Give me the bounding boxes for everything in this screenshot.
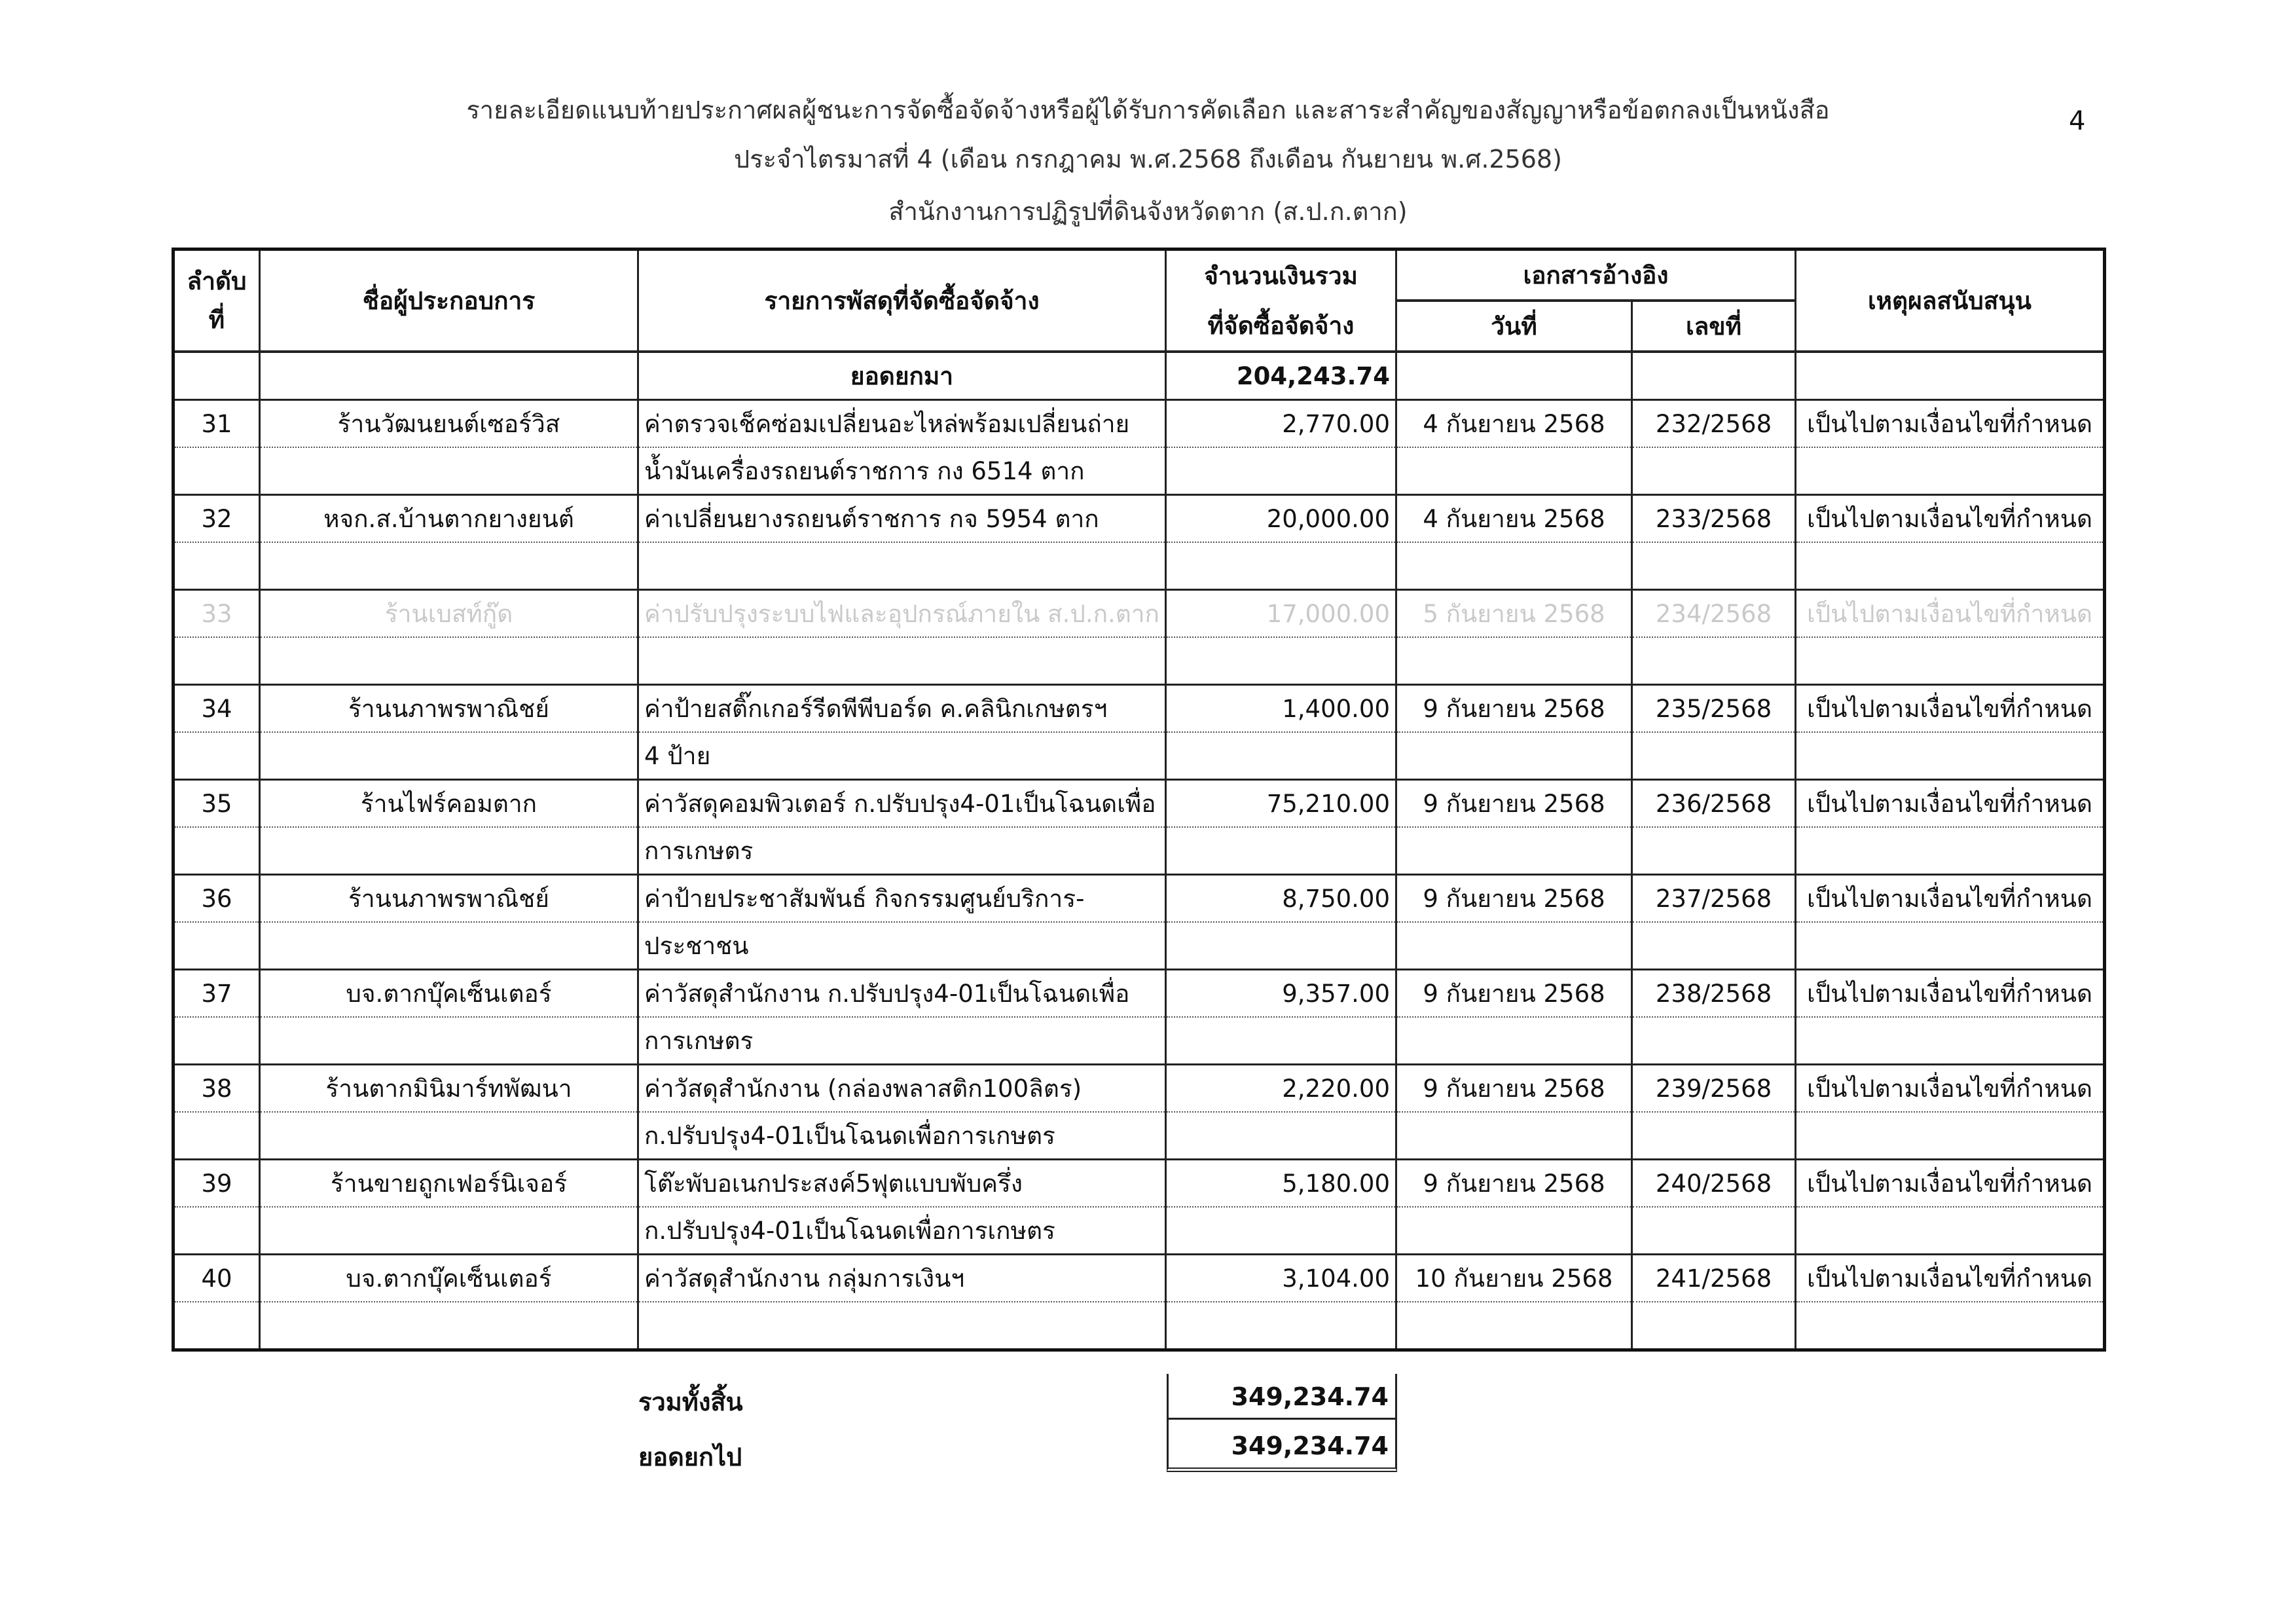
- row-reason-blank: [1796, 732, 2105, 780]
- row-vendor: บจ.ตากบุ๊คเซ็นเตอร์: [260, 1255, 638, 1302]
- row-vendor: ร้านวัฒนยนต์เซอร์วิส: [260, 400, 638, 448]
- header-vendor: ชื่อผู้ประกอบการ: [260, 249, 638, 352]
- table-row-continuation: [173, 1207, 2105, 1255]
- row-date-blank: [1396, 827, 1632, 875]
- row-no-blank: [173, 1207, 260, 1255]
- row-no: 38: [173, 1065, 260, 1113]
- row-refno: 237/2568: [1632, 875, 1796, 923]
- row-vendor: ร้านเบสท์กู๊ด: [260, 590, 638, 638]
- row-no: 31: [173, 400, 260, 448]
- header-no: [173, 249, 260, 352]
- row-no: 36: [173, 875, 260, 923]
- carry-label: ยอดยกมา: [638, 352, 1166, 400]
- row-reason: เป็นไปตามเงื่อนไขที่กำหนด: [1796, 780, 2105, 828]
- row-refno-blank: [1632, 1112, 1796, 1160]
- row-date-blank: [1396, 1207, 1632, 1255]
- row-refno-blank: [1632, 1017, 1796, 1065]
- row-item-line2: ก.ปรับปรุง4-01เป็นโฉนดเพื่อการเกษตร: [638, 1207, 1166, 1255]
- table-row-continuation: [173, 922, 2105, 970]
- row-amount: 2,220.00: [1166, 1065, 1396, 1113]
- row-refno-blank: [1632, 922, 1796, 970]
- table-row: [173, 590, 2105, 638]
- carry-refno: [1632, 352, 1796, 400]
- row-vendor: บจ.ตากบุ๊คเซ็นเตอร์: [260, 970, 638, 1018]
- row-item-line1: ค่าป้ายประชาสัมพันธ์ กิจกรรมศูนย์บริการ-: [638, 875, 1166, 923]
- row-reason-blank: [1796, 542, 2105, 590]
- row-reason: เป็นไปตามเงื่อนไขที่กำหนด: [1796, 875, 2105, 923]
- row-refno-blank: [1632, 1207, 1796, 1255]
- row-refno-blank: [1632, 447, 1796, 495]
- row-no-blank: [173, 1017, 260, 1065]
- table-row-continuation: [173, 827, 2105, 875]
- table-row-continuation: [173, 542, 2105, 590]
- row-date-blank: [1396, 1302, 1632, 1350]
- row-amount-blank: [1166, 542, 1396, 590]
- row-amount-blank: [1166, 1112, 1396, 1160]
- row-date-blank: [1396, 922, 1632, 970]
- table-row: [173, 685, 2105, 733]
- row-no-blank: [173, 1112, 260, 1160]
- carry-reason: [1796, 352, 2105, 400]
- row-refno: 233/2568: [1632, 495, 1796, 543]
- row-no-blank: [173, 732, 260, 780]
- table-row: [173, 875, 2105, 923]
- table-row: [173, 780, 2105, 828]
- row-vendor: ร้านนภาพรพาณิชย์: [260, 875, 638, 923]
- row-amount-blank: [1166, 447, 1396, 495]
- header-amount-line1: จำนวนเงินรวม: [1166, 249, 1396, 301]
- row-item-line1: โต๊ะพับอเนกประสงค์5ฟุตแบบพับครึ่ง: [638, 1160, 1166, 1208]
- row-vendor-blank: [260, 922, 638, 970]
- row-item-line1: ค่าเปลี่ยนยางรถยนต์ราชการ กจ 5954 ตาก: [638, 495, 1166, 543]
- row-vendor: หจก.ส.บ้านตากยางยนต์: [260, 495, 638, 543]
- row-amount: 9,357.00: [1166, 970, 1396, 1018]
- row-vendor-blank: [260, 1017, 638, 1065]
- row-amount-blank: [1166, 732, 1396, 780]
- row-reason: เป็นไปตามเงื่อนไขที่กำหนด: [1796, 590, 2105, 638]
- row-date: 9 กันยายน 2568: [1396, 970, 1632, 1018]
- row-item-line2: การเกษตร: [638, 827, 1166, 875]
- row-no-blank: [173, 922, 260, 970]
- row-reason: เป็นไปตามเงื่อนไขที่กำหนด: [1796, 400, 2105, 448]
- header-refno: เลขที่: [1632, 301, 1796, 352]
- row-date: 4 กันยายน 2568: [1396, 400, 1632, 448]
- row-no-blank: [173, 542, 260, 590]
- table-row: [173, 1255, 2105, 1302]
- row-date: 4 กันยายน 2568: [1396, 495, 1632, 543]
- carry-row: [173, 352, 2105, 400]
- row-item-line1: ค่าปรับปรุงระบบไฟและอุปกรณ์ภายใน ส.ป.ก.ตาก: [638, 590, 1166, 638]
- row-amount: 5,180.00: [1166, 1160, 1396, 1208]
- row-amount: 3,104.00: [1166, 1255, 1396, 1302]
- row-amount-blank: [1166, 827, 1396, 875]
- row-item-line1: ค่าวัสดุสำนักงาน (กล่องพลาสติก100ลิตร): [638, 1065, 1166, 1113]
- row-refno: 240/2568: [1632, 1160, 1796, 1208]
- header-reference: เอกสารอ้างอิง: [1396, 249, 1796, 301]
- row-refno: 235/2568: [1632, 685, 1796, 733]
- row-item-line2: น้ำมันเครื่องรถยนต์ราชการ กง 6514 ตาก: [638, 447, 1166, 495]
- row-item-line1: ค่าวัสดุสำนักงาน ก.ปรับปรุง4-01เป็นโฉนดเพื่อ: [638, 970, 1166, 1018]
- row-vendor: ร้านนภาพรพาณิชย์: [260, 685, 638, 733]
- table-row-continuation: [173, 1112, 2105, 1160]
- row-vendor-blank: [260, 732, 638, 780]
- row-reason-blank: [1796, 1112, 2105, 1160]
- row-amount: 17,000.00: [1166, 590, 1396, 638]
- carry-amount: 204,243.74: [1166, 352, 1396, 400]
- carry-date: [1396, 352, 1632, 400]
- table-row: [173, 1160, 2105, 1208]
- row-reason-blank: [1796, 827, 2105, 875]
- row-item-line2: [638, 1302, 1166, 1350]
- row-reason-blank: [1796, 1207, 2105, 1255]
- header-item: รายการพัสดุที่จัดซื้อจัดจ้าง: [638, 249, 1166, 352]
- document-subtitle-office: สำนักงานการปฏิรูปที่ดินจังหวัดตาก (ส.ป.ก.ตาก): [888, 197, 1408, 226]
- header-no-line1: ลำดับ: [187, 267, 247, 295]
- row-date-blank: [1396, 637, 1632, 685]
- row-vendor: ร้านขายถูกเฟอร์นิเจอร์: [260, 1160, 638, 1208]
- row-no-blank: [173, 637, 260, 685]
- row-item-line1: ค่าป้ายสติ๊กเกอร์รีดพีพีบอร์ด ค.คลินิกเกษตรฯ: [638, 685, 1166, 733]
- row-refno: 234/2568: [1632, 590, 1796, 638]
- row-item-line1: ค่าวัสดุคอมพิวเตอร์ ก.ปรับปรุง4-01เป็นโฉนดเพื่อ: [638, 780, 1166, 828]
- row-item-line2: 4 ป้าย: [638, 732, 1166, 780]
- row-vendor-blank: [260, 827, 638, 875]
- procurement-table: [172, 248, 2106, 1352]
- table-row: [173, 1065, 2105, 1113]
- row-date-blank: [1396, 1112, 1632, 1160]
- row-amount-blank: [1166, 1017, 1396, 1065]
- row-item-line2: การเกษตร: [638, 1017, 1166, 1065]
- row-vendor-blank: [260, 1207, 638, 1255]
- table-row-continuation: [173, 637, 2105, 685]
- row-refno-blank: [1632, 542, 1796, 590]
- row-reason: เป็นไปตามเงื่อนไขที่กำหนด: [1796, 495, 2105, 543]
- row-reason-blank: [1796, 447, 2105, 495]
- row-date: 9 กันยายน 2568: [1396, 875, 1632, 923]
- row-date: 9 กันยายน 2568: [1396, 1065, 1632, 1113]
- total-label: รวมทั้งสิ้น: [638, 1388, 743, 1416]
- row-item-line2: [638, 637, 1166, 685]
- header-no-line2: ที่: [208, 306, 225, 334]
- row-date-blank: [1396, 732, 1632, 780]
- row-vendor-blank: [260, 542, 638, 590]
- row-item-line1: ค่าวัสดุสำนักงาน กลุ่มการเงินฯ: [638, 1255, 1166, 1302]
- row-no: 39: [173, 1160, 260, 1208]
- row-refno: 236/2568: [1632, 780, 1796, 828]
- row-no-blank: [173, 447, 260, 495]
- row-reason: เป็นไปตามเงื่อนไขที่กำหนด: [1796, 1160, 2105, 1208]
- row-no-blank: [173, 827, 260, 875]
- header-date: วันที่: [1396, 301, 1632, 352]
- total-amount: 349,234.74: [1167, 1374, 1397, 1420]
- row-reason-blank: [1796, 637, 2105, 685]
- carry-forward-amount: 349,234.74: [1167, 1420, 1397, 1472]
- row-vendor-blank: [260, 447, 638, 495]
- row-no: 37: [173, 970, 260, 1018]
- row-reason-blank: [1796, 1017, 2105, 1065]
- row-reason: เป็นไปตามเงื่อนไขที่กำหนด: [1796, 685, 2105, 733]
- row-vendor: ร้านตากมินิมาร์ทพัฒนา: [260, 1065, 638, 1113]
- row-date: 5 กันยายน 2568: [1396, 590, 1632, 638]
- row-amount: 2,770.00: [1166, 400, 1396, 448]
- row-refno: 232/2568: [1632, 400, 1796, 448]
- row-amount-blank: [1166, 922, 1396, 970]
- row-amount: 8,750.00: [1166, 875, 1396, 923]
- row-reason: เป็นไปตามเงื่อนไขที่กำหนด: [1796, 970, 2105, 1018]
- table-row: [173, 970, 2105, 1018]
- row-no: 35: [173, 780, 260, 828]
- row-vendor-blank: [260, 637, 638, 685]
- row-refno: 238/2568: [1632, 970, 1796, 1018]
- row-date: 10 กันยายน 2568: [1396, 1255, 1632, 1302]
- row-date: 9 กันยายน 2568: [1396, 685, 1632, 733]
- row-reason-blank: [1796, 1302, 2105, 1350]
- row-date: 9 กันยายน 2568: [1396, 780, 1632, 828]
- row-refno: 239/2568: [1632, 1065, 1796, 1113]
- header-reason: เหตุผลสนับสนุน: [1796, 249, 2105, 352]
- table-row-continuation: [173, 1017, 2105, 1065]
- row-vendor: ร้านไฟร์คอมตาก: [260, 780, 638, 828]
- carry-no: [173, 352, 260, 400]
- row-amount: 20,000.00: [1166, 495, 1396, 543]
- row-amount: 75,210.00: [1166, 780, 1396, 828]
- row-amount-blank: [1166, 1302, 1396, 1350]
- row-amount-blank: [1166, 1207, 1396, 1255]
- table-row: [173, 495, 2105, 543]
- row-refno-blank: [1632, 1302, 1796, 1350]
- row-date: 9 กันยายน 2568: [1396, 1160, 1632, 1208]
- row-date-blank: [1396, 1017, 1632, 1065]
- page-number: 4: [2069, 106, 2086, 136]
- row-item-line1: ค่าตรวจเช็คซ่อมเปลี่ยนอะไหล่พร้อมเปลี่ยนถ่าย: [638, 400, 1166, 448]
- row-vendor-blank: [260, 1302, 638, 1350]
- row-refno-blank: [1632, 637, 1796, 685]
- row-refno-blank: [1632, 732, 1796, 780]
- header-amount-line2: ที่จัดซื้อจัดจ้าง: [1166, 301, 1396, 352]
- table-row-continuation: [173, 1302, 2105, 1350]
- row-reason-blank: [1796, 922, 2105, 970]
- table-row-continuation: [173, 447, 2105, 495]
- row-amount-blank: [1166, 637, 1396, 685]
- row-item-line2: [638, 542, 1166, 590]
- row-item-line2: ก.ปรับปรุง4-01เป็นโฉนดเพื่อการเกษตร: [638, 1112, 1166, 1160]
- row-amount: 1,400.00: [1166, 685, 1396, 733]
- row-no: 32: [173, 495, 260, 543]
- row-vendor-blank: [260, 1112, 638, 1160]
- carry-forward-label: ยอดยกไป: [638, 1443, 742, 1471]
- row-no: 34: [173, 685, 260, 733]
- document-subtitle-quarter: ประจำไตรมาสที่ 4 (เดือน กรกฎาคม พ.ศ.2568 ถึงเดือน กันยายน พ.ศ.2568): [734, 145, 1562, 174]
- document-title: รายละเอียดแนบท้ายประกาศผลผู้ชนะการจัดซื้อจัดจ้างหรือผู้ได้รับการคัดเลือก และสาระสำคัญของสัญญาหรือข้อตกลงเป็นหนังสือ: [466, 96, 1830, 124]
- row-refno-blank: [1632, 827, 1796, 875]
- row-item-line2: ประชาชน: [638, 922, 1166, 970]
- row-no: 40: [173, 1255, 260, 1302]
- table-row-continuation: [173, 732, 2105, 780]
- row-no-blank: [173, 1302, 260, 1350]
- row-date-blank: [1396, 447, 1632, 495]
- row-reason: เป็นไปตามเงื่อนไขที่กำหนด: [1796, 1255, 2105, 1302]
- row-refno: 241/2568: [1632, 1255, 1796, 1302]
- table-row: [173, 400, 2105, 448]
- row-no: 33: [173, 590, 260, 638]
- row-reason: เป็นไปตามเงื่อนไขที่กำหนด: [1796, 1065, 2105, 1113]
- row-date-blank: [1396, 542, 1632, 590]
- carry-vendor: [260, 352, 638, 400]
